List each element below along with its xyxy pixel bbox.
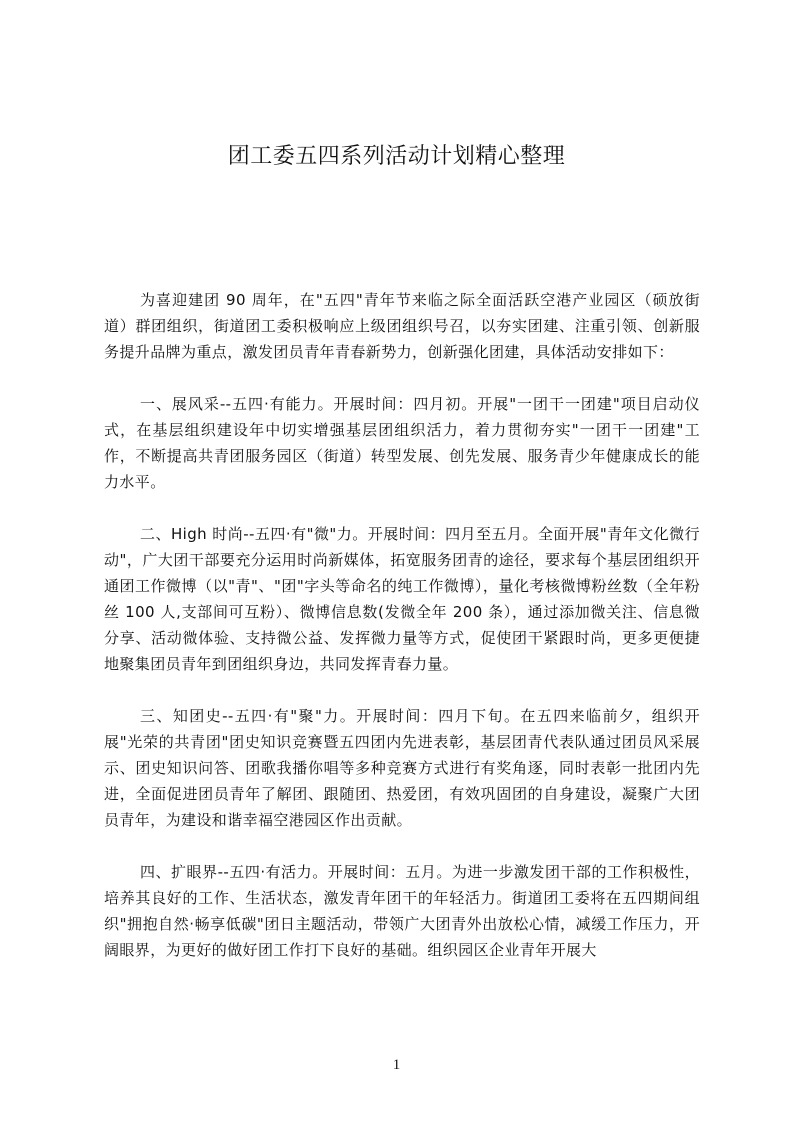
- paragraph-section-1: 一、展风采--五四·有能力。开展时间：四月初。开展"一团干一团建"项目启动仪式，在基层组织建设年中切实增强基层团组织活力，着力贯彻夯实"一团干一团建"工作，不断提高共青团服务园区（街道）转型发展、创先发展、服务青少年健康成长的能力水平。: [104, 395, 700, 491]
- paragraph-section-2: 二、High 时尚--五四·有"微"力。开展时间：四月至五月。全面开展"青年文化微行动"，广大团干部要充分运用时尚新媒体，拓宽服务团青的途径，要求每个基层团组织开通团工作微博（以"青"、"团"字头等命名的纯工作微博），量化考核微博粉丝数（全年粉丝 100 人,支部间可互粉）、微博信息数(发微全年 200 条），通过添加微关注、信息微分享、活动微体验、支持微公益、发挥微力量等方式，促使团干紧跟时尚，更多更便捷地聚集团员青年到团组织身边，共同发挥青春力量。: [104, 525, 700, 673]
- page-number: 1: [392, 1057, 401, 1073]
- paragraph-section-3: 三、知团史--五四·有"聚"力。开展时间：四月下旬。在五四来临前夕，组织开展"光荣的共青团"团史知识竞赛暨五四团内先进表彰，基层团青代表队通过团员风采展示、团史知识问答、团歌我播你唱等多种竞赛方式进行有奖角逐，同时表彰一批团内先进，全面促进团员青年了解团、跟随团、热爱团，有效巩固团的自身建设，凝聚广大团员青年，为建设和谐幸福空港园区作出贡献。: [104, 707, 700, 829]
- document-body: [104, 287, 700, 989]
- document-title: 团工委五四系列活动计划精心整理: [227, 144, 566, 169]
- paragraph-section-4: 四、扩眼界--五四·有活力。开展时间：五月。为进一步激发团干部的工作积极性，培养其良好的工作、生活状态，激发青年团干的年轻活力。街道团工委将在五四期间组织"拥抱自然·畅享低碳"团日主题活动，带领广大团青外出放松心情，减缓工作压力，开阔眼界，为更好的做好团工作打下良好的基础。组织园区企业青年开展大: [104, 863, 700, 959]
- paragraph-intro: 为喜迎建团 90 周年，在"五四"青年节来临之际全面活跃空港产业园区（硕放街道）群团组织，街道团工委积极响应上级团组织号召，以夯实团建、注重引领、创新服务提升品牌为重点，激发团员青年青春新势力，创新强化团建，具体活动安排如下：: [104, 291, 700, 361]
